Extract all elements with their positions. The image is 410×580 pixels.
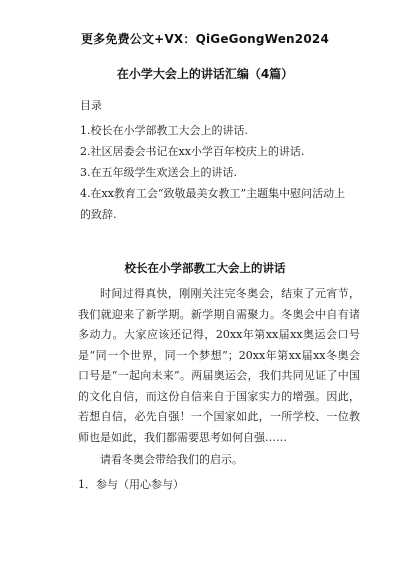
toc-heading: 目录 bbox=[80, 99, 102, 112]
table-of-contents bbox=[80, 120, 350, 225]
body-paragraph: 请看冬奥会带给我们的启示。 bbox=[100, 453, 243, 466]
toc-item: 1.校长在小学部教工大会上的讲话. bbox=[80, 124, 248, 137]
toc-item: 4.在xx教育工会“致敬最美女教工”主题集中慰问活动上的致辞. bbox=[80, 187, 346, 221]
document-title: 在小学大会上的讲话汇编（4篇） bbox=[116, 67, 294, 81]
toc-item: 3.在五年级学生欢送会上的讲话. bbox=[80, 166, 237, 179]
subheading: 1．参与（用心参与） bbox=[78, 477, 184, 491]
section-title: 校长在小学部教工大会上的讲话 bbox=[124, 261, 286, 275]
header-watermark-line: 更多免费公文+VX：QiGeGongWen2024 bbox=[80, 32, 329, 46]
toc-item: 2.社区居委会书记在xx小学百年校庆上的讲话. bbox=[80, 145, 305, 158]
section-body bbox=[78, 284, 360, 495]
body-paragraph: 时间过得真快，刚刚关注完冬奥会，结束了元宵节，我们就迎来了新学期。新学期自需聚力。冬奥会中自有诸多动力。大家应该还记得，20xx年第xx届xx奥运会口号是“同一个世界，同一个梦想”；20xx年第xx届xx冬奥会口号是“一起向未来”。两届奥运会，我们共同见证了中国的文化自信，而这份自信来自于国家实力的增强。因此，若想自信，必先自强！一个国家如此，一所学校、一位教师也是如此，我们都需要思考如何自强…… bbox=[78, 287, 360, 444]
